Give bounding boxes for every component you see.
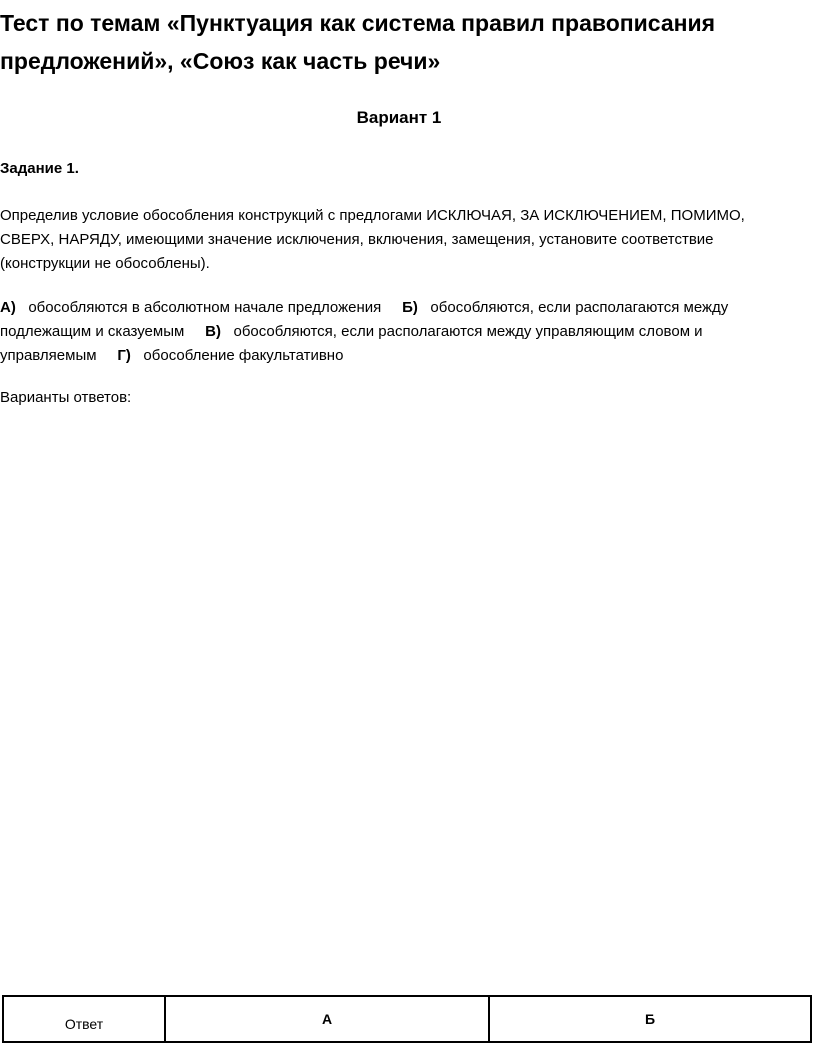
option-text: обособляются в абсолютном начале предложения: [28, 299, 382, 316]
answer-table-row: [3, 996, 811, 1042]
answer-cell-b[interactable]: Б: [489, 996, 811, 1042]
answers-label: Варианты ответов:: [0, 389, 132, 406]
document-title: Тест по темам «Пунктуация как система правил правописания предложений», «Союз как часть речи»: [0, 10, 716, 74]
option-letter: Б): [402, 299, 418, 316]
answer-table: [2, 995, 812, 1043]
option-text: обособляются, если располагаются между подлежащим и сказуемым: [0, 299, 729, 340]
variant-heading: Вариант 1: [356, 108, 442, 127]
option-letter: Г): [117, 347, 131, 364]
task-instruction: Определив условие обособления конструкций с предлогами ИСКЛЮЧАЯ, ЗА ИСКЛЮЧЕНИЕМ, ПОМИМО, СВЕРХ, НАРЯДУ, имеющими значение исключения, включения, замещения, установите соответствие (конструкции не обособлены).: [0, 207, 745, 272]
option-text: обособление факультативно: [143, 347, 344, 364]
answer-label-cell: Ответ: [3, 996, 165, 1042]
options-list: [0, 296, 798, 368]
option-letter: В): [205, 323, 221, 340]
option-text: обособляются, если располагаются между управляющим словом и управляемым: [0, 323, 703, 364]
option-g: [117, 347, 343, 364]
task-label: Задание 1.: [0, 160, 79, 177]
option-a: [0, 299, 381, 316]
option-letter: А): [0, 299, 16, 316]
answer-cell-a[interactable]: А: [165, 996, 489, 1042]
